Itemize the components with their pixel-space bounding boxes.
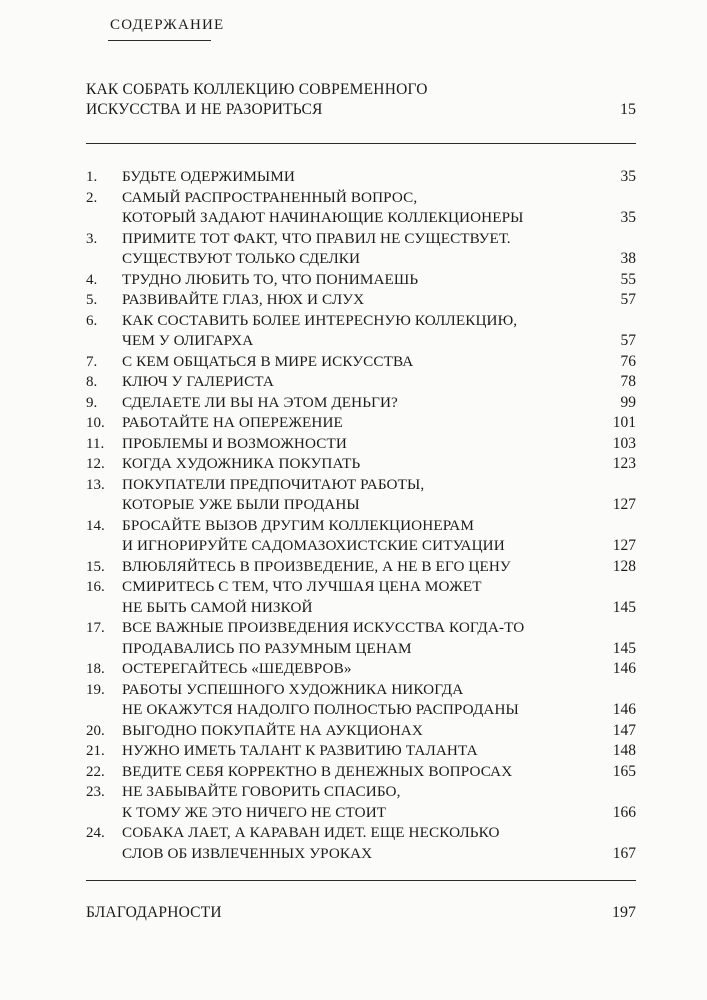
chapter-title [122, 434, 592, 455]
chapter-page-number: 57 [620, 332, 636, 349]
chapter-page-number: 35 [620, 168, 636, 185]
chapter-page-number: 128 [612, 557, 636, 575]
divider-bottom [86, 880, 636, 881]
chapter-title [122, 229, 592, 270]
chapter-page-number: 38 [620, 250, 636, 267]
chapter-number: 2. [86, 189, 98, 206]
chapter-title-line: ОСТЕРЕГАЙТЕСЬ «ШЕДЕВРОВ» [122, 660, 352, 677]
chapter-page-number: 146 [612, 660, 636, 677]
chapter-number: 1. [86, 169, 98, 185]
chapter-page-number: 103 [612, 434, 636, 452]
chapter-page-number: 127 [612, 496, 636, 513]
toc-entry[interactable] [86, 167, 636, 188]
chapter-number: 12. [86, 456, 105, 472]
chapter-page-number: 76 [620, 352, 636, 370]
chapter-page-number: 55 [620, 270, 636, 288]
chapter-number: 22. [86, 763, 105, 780]
chapter-title-line: КЛЮЧ У ГАЛЕРИСТА [122, 373, 274, 390]
chapter-number: 21. [86, 743, 105, 759]
chapter-page-number: 147 [612, 721, 636, 739]
chapter-title-line: ПРИМИТЕ ТОТ ФАКТ, ЧТО ПРАВИЛ НЕ СУЩЕСТВУЕТ. [122, 229, 511, 247]
chapter-title [122, 782, 592, 823]
chapter-number: 3. [86, 230, 98, 247]
chapter-number: 15. [86, 558, 105, 575]
chapter-title-line: НЕ ЗАБЫВАЙТЕ ГОВОРИТЬ СПАСИБО, [122, 783, 401, 800]
chapter-number: 14. [86, 517, 105, 534]
chapter-title [122, 454, 592, 475]
toc-entry[interactable] [86, 680, 636, 721]
chapter-title [122, 741, 592, 762]
intro-title-line: КАК СОБРАТЬ КОЛЛЕКЦИЮ СОВРЕМЕННОГО [86, 81, 428, 98]
chapter-title [122, 823, 592, 864]
toc-entry[interactable] [86, 659, 636, 680]
chapter-title [122, 577, 592, 618]
chapter-number: 16. [86, 579, 105, 595]
chapter-title [122, 659, 592, 680]
chapter-title-line: СЛОВ ОБ ИЗВЛЕЧЕННЫХ УРОКАХ [122, 844, 373, 862]
chapter-number: 13. [86, 476, 105, 493]
chapter-page-number: 101 [612, 414, 636, 431]
chapter-number: 24. [86, 825, 105, 841]
chapter-number: 23. [86, 784, 105, 800]
chapter-number: 19. [86, 681, 105, 698]
acknowledgements-entry[interactable] [86, 904, 636, 926]
toc-entry[interactable] [86, 413, 636, 434]
chapter-title [122, 352, 592, 373]
chapter-page-number: 145 [612, 639, 636, 657]
chapter-title [122, 393, 592, 414]
chapter-title-line: КОТОРЫЕ УЖЕ БЫЛИ ПРОДАНЫ [122, 496, 360, 513]
chapter-title [122, 270, 592, 291]
toc-entry[interactable] [86, 577, 636, 618]
chapter-page-number: 167 [612, 844, 636, 862]
chapter-number: 11. [86, 435, 105, 452]
chapter-title-line: СМИРИТЕСЬ С ТЕМ, ЧТО ЛУЧШАЯ ЦЕНА МОЖЕТ [122, 578, 482, 595]
chapter-title-line: РАБОТЫ УСПЕШНОГО ХУДОЖНИКА НИКОГДА [122, 680, 464, 698]
chapter-title-line: ПОКУПАТЕЛИ ПРЕДПОЧИТАЮТ РАБОТЫ, [122, 475, 425, 493]
chapter-title [122, 167, 592, 188]
chapter-number: 20. [86, 722, 105, 739]
chapter-title-line: КОГДА ХУДОЖНИКА ПОКУПАТЬ [122, 455, 361, 472]
chapter-title-line: НУЖНО ИМЕТЬ ТАЛАНТ К РАЗВИТИЮ ТАЛАНТА [122, 742, 478, 759]
chapter-title [122, 290, 592, 311]
intro-title-line: ИСКУССТВА И НЕ РАЗОРИТЬСЯ [86, 101, 323, 118]
chapter-title-line: И ИГНОРИРУЙТЕ САДОМАЗОХИСТСКИЕ СИТУАЦИИ [122, 537, 505, 554]
chapter-title [122, 557, 592, 578]
chapter-number: 4. [86, 271, 98, 288]
toc-entry[interactable] [86, 352, 636, 373]
toc-entry[interactable] [86, 557, 636, 578]
chapter-title-line: ЧЕМ У ОЛИГАРХА [122, 332, 254, 349]
chapter-title-line: КОТОРЫЙ ЗАДАЮТ НАЧИНАЮЩИЕ КОЛЛЕКЦИОНЕРЫ [122, 209, 524, 226]
toc-entry[interactable] [86, 823, 636, 864]
toc-entry[interactable] [86, 290, 636, 311]
chapter-title [122, 311, 592, 352]
chapter-title-line: С КЕМ ОБЩАТЬСЯ В МИРЕ ИСКУССТВА [122, 352, 414, 370]
chapter-number: 7. [86, 353, 98, 370]
toc-entry[interactable] [86, 434, 636, 455]
chapter-title-line: ПРОБЛЕМЫ И ВОЗМОЖНОСТИ [122, 434, 347, 452]
chapter-page-number: 99 [620, 393, 636, 411]
chapter-title-line: ТРУДНО ЛЮБИТЬ ТО, ЧТО ПОНИМАЕШЬ [122, 270, 419, 288]
chapter-number: 17. [86, 620, 105, 636]
chapter-page-number: 165 [612, 762, 636, 780]
chapter-number: 10. [86, 415, 105, 431]
chapter-title [122, 680, 592, 721]
chapter-number: 9. [86, 394, 98, 411]
toc-entry[interactable] [86, 721, 636, 742]
toc-entry[interactable] [86, 270, 636, 291]
chapter-page-number: 35 [620, 209, 636, 226]
chapter-title-line: НЕ ОКАЖУТСЯ НАДОЛГО ПОЛНОСТЬЮ РАСПРОДАНЫ [122, 701, 519, 718]
chapter-title-line: СУЩЕСТВУЮТ ТОЛЬКО СДЕЛКИ [122, 250, 361, 267]
acknowledgements-title: БЛАГОДАРНОСТИ [86, 904, 222, 921]
toc-entry[interactable] [86, 188, 636, 229]
chapter-title-line: ВСЕ ВАЖНЫЕ ПРОИЗВЕДЕНИЯ ИСКУССТВА КОГДА-ТО [122, 619, 525, 636]
toc-entry[interactable] [86, 311, 636, 352]
toc-entry[interactable] [86, 741, 636, 762]
chapter-number: 6. [86, 312, 98, 329]
chapter-title [122, 475, 592, 516]
chapter-title-line: ВЛЮБЛЯЙТЕСЬ В ПРОИЗВЕДЕНИЕ, А НЕ В ЕГО ЦЕНУ [122, 557, 511, 575]
chapter-title-line: БУДЬТЕ ОДЕРЖИМЫМИ [122, 168, 295, 185]
chapter-number: 5. [86, 292, 98, 308]
chapter-title-line: САМЫЙ РАСПРОСТРАНЕННЫЙ ВОПРОС, [122, 188, 418, 206]
chapter-page-number: 127 [612, 537, 636, 554]
chapter-title [122, 516, 592, 557]
toc-entry[interactable] [86, 229, 636, 270]
chapter-title [122, 372, 592, 393]
toc-entry[interactable] [86, 782, 636, 823]
acknowledgements-page-number: 197 [612, 904, 636, 921]
chapter-title [122, 188, 592, 229]
chapter-number: 8. [86, 374, 98, 390]
toc-entry[interactable] [86, 393, 636, 414]
toc-entry[interactable] [86, 372, 636, 393]
toc-entry[interactable] [86, 454, 636, 475]
chapter-title-line: БРОСАЙТЕ ВЫЗОВ ДРУГИМ КОЛЛЕКЦИОНЕРАМ [122, 516, 474, 534]
toc-entry[interactable] [86, 516, 636, 557]
chapter-title-line: РАЗВИВАЙТЕ ГЛАЗ, НЮХ И СЛУХ [122, 291, 365, 308]
chapter-title-line: СДЕЛАЕТЕ ЛИ ВЫ НА ЭТОМ ДЕНЬГИ? [122, 393, 398, 411]
chapter-page-number: 78 [620, 373, 636, 390]
chapter-title-line: РАБОТАЙТЕ НА ОПЕРЕЖЕНИЕ [122, 414, 343, 431]
chapter-page-number: 123 [612, 455, 636, 472]
chapter-page-number: 166 [612, 803, 636, 821]
running-header: СОДЕРЖАНИЕ [110, 17, 225, 33]
chapter-title-line: НЕ БЫТЬ САМОЙ НИЗКОЙ [122, 598, 313, 616]
chapter-title-line: ПРОДАВАЛИСЬ ПО РАЗУМНЫМ ЦЕНАМ [122, 639, 412, 657]
chapter-title [122, 721, 592, 742]
toc-entry[interactable] [86, 475, 636, 516]
chapter-title-line: ВЕДИТЕ СЕБЯ КОРРЕКТНО В ДЕНЕЖНЫХ ВОПРОСАХ [122, 762, 513, 780]
chapter-page-number: 57 [620, 291, 636, 308]
chapter-title [122, 762, 592, 783]
chapter-page-number: 145 [612, 598, 636, 616]
toc-entry[interactable] [86, 618, 636, 659]
toc-entry[interactable] [86, 762, 636, 783]
chapter-number: 18. [86, 661, 105, 677]
chapter-title-line: К ТОМУ ЖЕ ЭТО НИЧЕГО НЕ СТОИТ [122, 803, 387, 821]
intro-page-number: 15 [620, 101, 636, 118]
chapter-page-number: 146 [612, 701, 636, 718]
chapter-title-line: КАК СОСТАВИТЬ БОЛЕЕ ИНТЕРЕСНУЮ КОЛЛЕКЦИЮ, [122, 311, 518, 329]
chapter-page-number: 148 [612, 742, 636, 759]
chapter-title [122, 413, 592, 434]
chapter-title-line: СОБАКА ЛАЕТ, А КАРАВАН ИДЕТ. ЕЩЕ НЕСКОЛЬКО [122, 824, 500, 841]
chapter-title-line: ВЫГОДНО ПОКУПАЙТЕ НА АУКЦИОНАХ [122, 721, 423, 739]
chapter-title [122, 618, 592, 659]
